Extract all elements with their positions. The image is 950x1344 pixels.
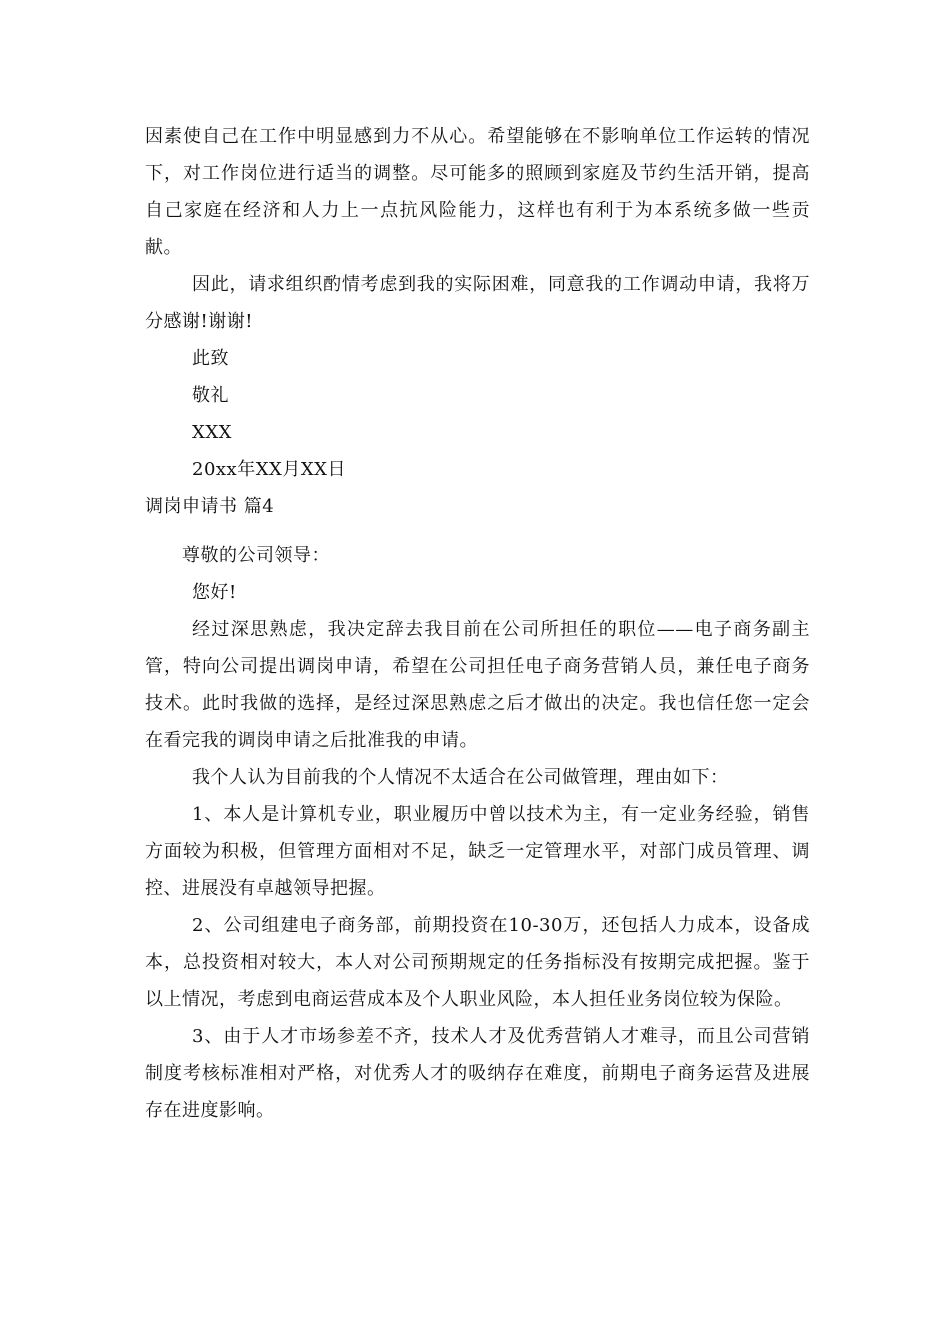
greeting: 您好! — [192, 582, 237, 603]
closing-phrase-ci-zhi: 此致 — [192, 348, 229, 369]
date-line: 20xx年XX月XX日 — [192, 459, 346, 480]
closing-request-paragraph: 因此，请求组织酌情考虑到我的实际困难，同意我的工作调动申请，我将万分感谢!谢谢! — [145, 274, 810, 332]
body-paragraph: 我个人认为目前我的个人情况不太适合在公司做管理，理由如下： — [192, 767, 729, 788]
section-spacer — [145, 525, 810, 537]
salutation: 尊敬的公司领导： — [182, 545, 330, 566]
document-body — [145, 118, 810, 1129]
reason-item: 1、本人是计算机专业，职业履历中曾以技术为主，有一定业务经验，销售方面较为积极，但管理方面相对不足，缺乏一定管理水平，对部门成员管理、调控、进展没有卓越领导把握。 — [145, 804, 810, 899]
signature: XXX — [192, 422, 232, 443]
closing-phrase-jing-li: 敬礼 — [192, 385, 229, 406]
section-heading: 调岗申请书 篇4 — [145, 496, 275, 517]
body-paragraph: 经过深思熟虑，我决定辞去我目前在公司所担任的职位——电子商务副主管，特向公司提出调岗申请，希望在公司担任电子商务营销人员，兼任电子商务技术。此时我做的选择，是经过深思熟虑之后才做出的决定。我也信任您一定会在看完我的调岗申请之后批准我的申请。 — [145, 619, 810, 751]
reason-item: 3、由于人才市场参差不齐，技术人才及优秀营销人才难寻，而且公司营销制度考核标准相对严格，对优秀人才的吸纳存在难度，前期电子商务运营及进展存在进度影响。 — [145, 1026, 810, 1121]
continuation-paragraph: 因素使自己在工作中明显感到力不从心。希望能够在不影响单位工作运转的情况下，对工作岗位进行适当的调整。尽可能多的照顾到家庭及节约生活开销，提高自己家庭在经济和人力上一点抗风险能力，这样也有利于为本系统多做一些贡献。 — [145, 126, 810, 258]
reason-item: 2、公司组建电子商务部，前期投资在10-30万，还包括人力成本，设备成本，总投资相对较大，本人对公司预期规定的任务指标没有按期完成把握。鉴于以上情况，考虑到电商运营成本及个人职业风险，本人担任业务岗位较为保险。 — [145, 915, 810, 1010]
